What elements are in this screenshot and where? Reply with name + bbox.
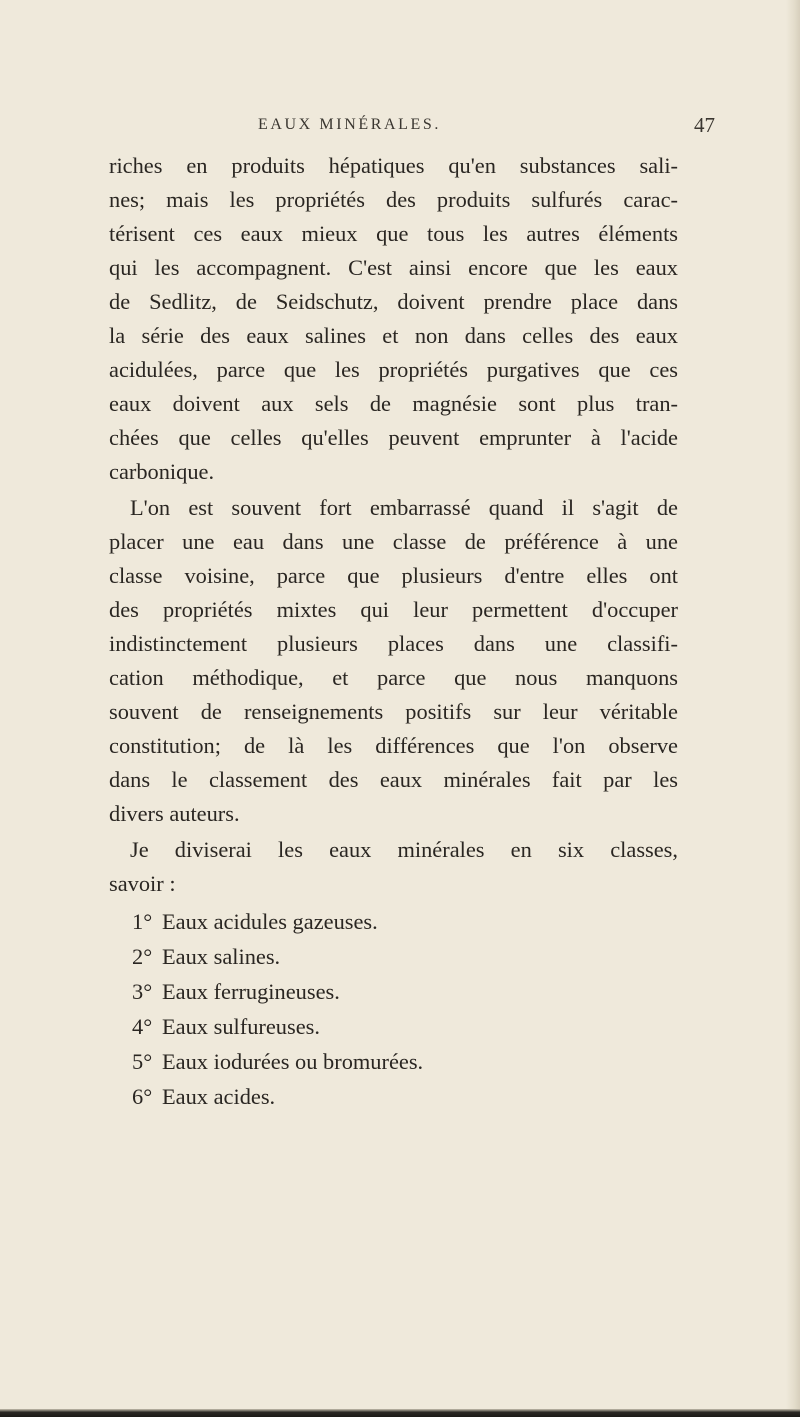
list-number: 2° <box>132 944 153 969</box>
list-label: Eaux acidules gazeuses. <box>162 909 378 934</box>
text-line: nes; mais les propriétés des produits sulfurés carac- <box>109 187 678 212</box>
text-line: acidulées, parce que les propriétés purgatives que ces <box>109 357 678 382</box>
list-item <box>132 1010 320 1044</box>
text-line: cation méthodique, et parce que nous manquons <box>109 665 678 690</box>
text-line: la série des eaux salines et non dans celles des eaux <box>109 323 678 348</box>
list-label: Eaux salines. <box>162 944 281 969</box>
text-line: savoir : <box>109 871 176 896</box>
list-item <box>132 975 340 1009</box>
text-line: des propriétés mixtes qui leur permettent d'occuper <box>109 597 678 622</box>
page-edge-shadow <box>786 0 800 1417</box>
list-number: 6° <box>132 1084 153 1109</box>
list-item <box>132 1080 275 1114</box>
text-line: de Sedlitz, de Seidschutz, doivent prendre place dans <box>109 289 678 314</box>
text-line: qui les accompagnent. C'est ainsi encore que les eaux <box>109 255 678 280</box>
text-line: Je diviserai les eaux minérales en six classes, <box>130 837 678 862</box>
text-line: térisent ces eaux mieux que tous les autres éléments <box>109 221 678 246</box>
list-label: Eaux ferrugineuses. <box>162 979 340 1004</box>
text-line: classe voisine, parce que plusieurs d'entre elles ont <box>109 563 678 588</box>
running-head <box>0 113 800 142</box>
list-item <box>132 1045 423 1079</box>
list-label: Eaux acides. <box>162 1084 276 1109</box>
text-line: divers auteurs. <box>109 801 240 826</box>
text-line: souvent de renseignements positifs sur leur véritable <box>109 699 678 724</box>
page-number: 47 <box>694 113 715 137</box>
list-number: 4° <box>132 1014 153 1039</box>
text-line: L'on est souvent fort embarrassé quand il s'agit de <box>130 495 678 520</box>
running-title: EAUX MINÉRALES. <box>258 116 441 133</box>
text-line: constitution; de là les différences que l'on observe <box>109 733 678 758</box>
list-item <box>132 905 378 939</box>
list-item <box>132 940 280 974</box>
text-line: placer une eau dans une classe de préférence à une <box>109 529 678 554</box>
list-label: Eaux iodurées ou bromurées. <box>162 1049 424 1074</box>
list-label: Eaux sulfureuses. <box>162 1014 320 1039</box>
text-line: chées que celles qu'elles peuvent emprunter à l'acide <box>109 425 678 450</box>
list-number: 1° <box>132 909 153 934</box>
text-line: eaux doivent aux sels de magnésie sont plus tran- <box>109 391 678 416</box>
text-line: indistinctement plusieurs places dans une classifi- <box>109 631 678 656</box>
page-bottom-edge <box>0 1409 800 1417</box>
list-number: 3° <box>132 979 153 1004</box>
text-line: carbonique. <box>109 459 215 484</box>
list-number: 5° <box>132 1049 153 1074</box>
text-line: dans le classement des eaux minérales fait par les <box>109 767 678 792</box>
text-line: riches en produits hépatiques qu'en substances sali- <box>109 153 678 178</box>
